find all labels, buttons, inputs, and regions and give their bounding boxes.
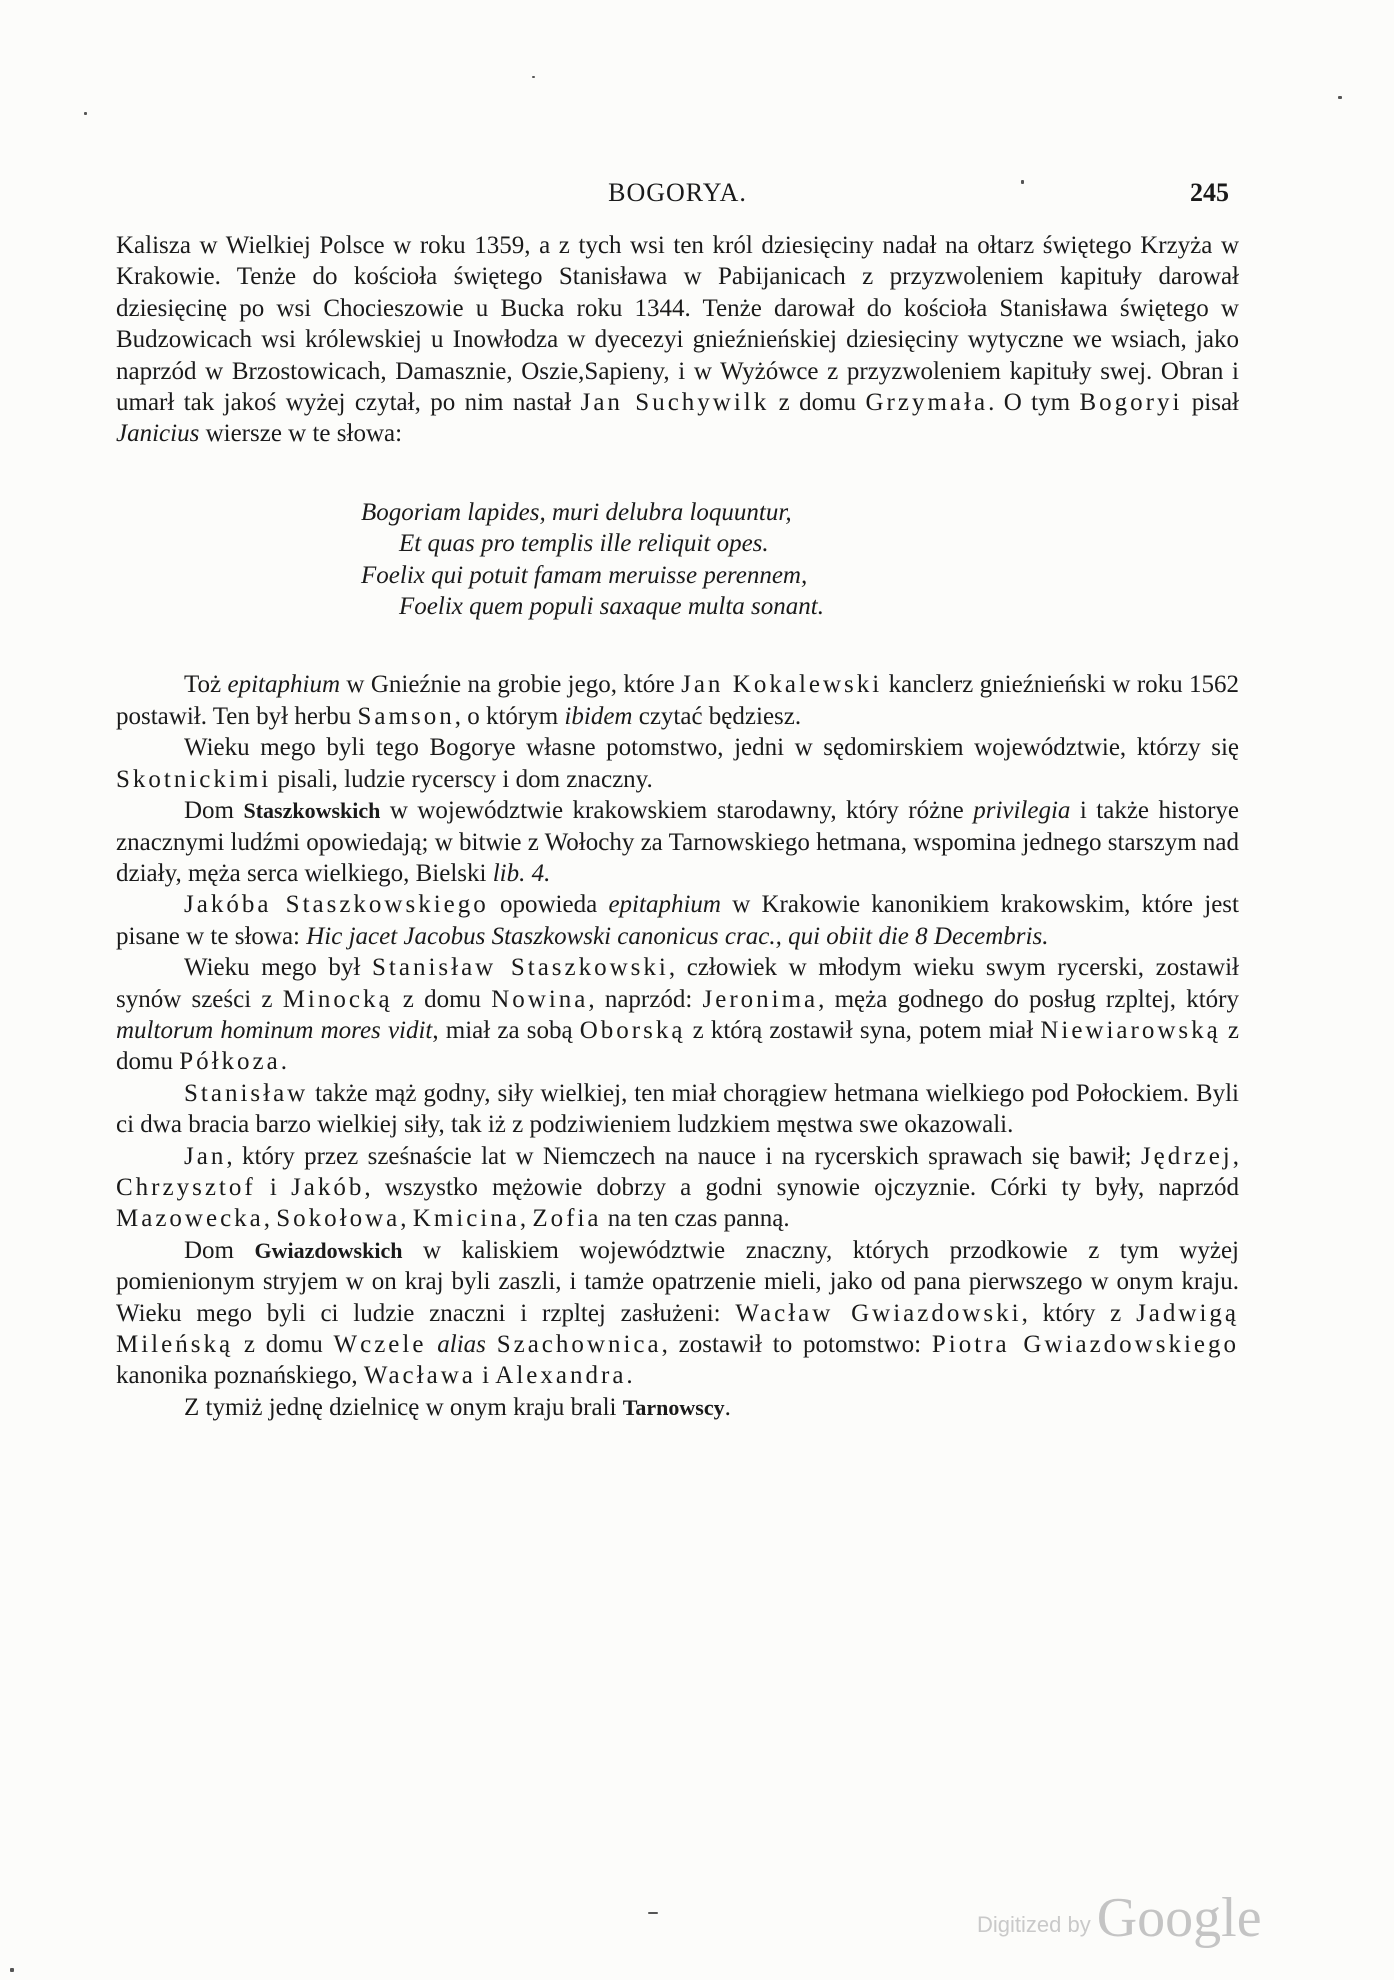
text-run: wiersze w te słowa:: [199, 420, 403, 448]
scan-speck: [84, 112, 87, 115]
text-run: także mąż godny, siły wielkiej, ten miał chorągiew hetmana wielkiego pod Połockiem. Byli ci dwa bracia barzo wielkiej siły, tak iż z podziwieniem ludzkiem męstwa swe okazowali.: [116, 1079, 1239, 1139]
text-run: i: [255, 1173, 292, 1201]
scan-speck: [1338, 96, 1342, 99]
text-run: Toż: [184, 671, 228, 699]
text-run: ,: [263, 1205, 277, 1233]
text-run: , wszystko mężowie dobrzy a godni synowie ojczyznie. Córki ty były, naprzód: [364, 1173, 1239, 1201]
person-name: Piotra Gwiazdowskiego: [931, 1331, 1240, 1358]
text-run: z domu: [769, 389, 866, 417]
family-name: Tarnowscy: [622, 1394, 725, 1420]
google-logo: Google: [1096, 1887, 1262, 1949]
person-name: Jakóba Staszkowskiego: [184, 891, 489, 919]
text-run: w Krakowie kanonikiem krakowskim, które jest pisane w te słowa:: [116, 891, 1239, 950]
person-name: Jadwigą Mileńską: [116, 1299, 1239, 1358]
scan-speck: [648, 1912, 658, 1914]
text-run: Dom: [184, 797, 244, 825]
poem-line: Bogoriam lapides, muri delubra loquuntur,: [361, 498, 792, 526]
family-name: Gwiazdowskich: [254, 1237, 403, 1263]
text-run: ,: [1232, 1142, 1239, 1170]
paragraph-tarnowscy: [116, 1392, 1239, 1423]
person-name: Zofia: [532, 1205, 602, 1233]
text-run: kanonika poznańskiego,: [116, 1362, 364, 1390]
text-run: z domu: [233, 1331, 334, 1358]
author-name: Janicius: [116, 420, 200, 448]
person-name: Kmicina: [412, 1205, 520, 1233]
person-name: Jan: [184, 1142, 227, 1170]
text-run: . O tym: [988, 389, 1080, 417]
person-name: Stanisław Staszkowski: [372, 954, 669, 982]
person-name: Jan Suchywilk: [580, 389, 770, 417]
text-run: , który przez sześnaście lat w Niemczech na nauce i na rycerskich sprawach się bawił;: [226, 1142, 1141, 1170]
text-run: ,: [400, 1205, 413, 1233]
coat-of-arms-name: Samson: [357, 702, 455, 730]
latin-term: alias: [437, 1331, 486, 1358]
latin-term: ibidem: [564, 702, 633, 730]
person-name: Stanisław: [184, 1079, 309, 1107]
poem-line: Foelix quem populi saxaque multa sonant.: [399, 593, 824, 621]
person-name: Wacław Gwiazdowski: [735, 1299, 1022, 1327]
text-run: , człowiek w młodym wieku swym rycerski, zostawił synów sześci z: [116, 954, 1239, 1013]
paragraph-intro: [116, 230, 1239, 450]
person-name: Jędrzej: [1140, 1142, 1233, 1170]
coat-of-arms-name: Grzymała: [865, 389, 989, 417]
citation: lib. 4.: [492, 859, 551, 887]
person-name: Oborską: [579, 1016, 686, 1044]
text-run: w kaliskiem województwie znaczny, których przodkowie z tym wyżej pomienionym stryjem w on kraj byli zaszli, i tamże opatrzenie mieli, jako od pana pierwszego w onym kraju. Wieku mego byli ci ludzie znaczni i rzpltej zasłużeni:: [116, 1236, 1240, 1327]
text-run: opowieda: [488, 891, 609, 919]
paragraph-gwiazdowski: [116, 1235, 1239, 1392]
person-name: Jan Kokalewski: [681, 671, 883, 699]
person-name: Mazowecka: [116, 1205, 264, 1233]
text-run: w Gnieźnie na grobie jego, które: [340, 671, 682, 699]
text-run: z domu: [116, 1016, 1239, 1076]
text-run: [426, 1331, 437, 1358]
text-run: kanclerz gnieźnieński w roku 1562 postawił. Ten był herbu: [116, 671, 1240, 730]
text-run: , miał za sobą: [432, 1016, 580, 1044]
text-run: , o którym: [454, 702, 565, 730]
paragraph-stanislaw: [116, 952, 1239, 1078]
paragraph-staszkowski-house: [116, 795, 1239, 889]
text-run: .: [626, 1362, 633, 1390]
text-run: , który z: [1021, 1299, 1137, 1327]
coat-of-arms-name: Wczele: [333, 1331, 427, 1358]
text-run: Dom: [184, 1236, 255, 1264]
latin-term: multorum hominum mores vidit: [116, 1016, 433, 1044]
text-run: , męża godnego do posług rzpltej, który: [818, 985, 1239, 1013]
person-name: Sokołowa: [276, 1205, 401, 1233]
paragraph-stanislaw-brother: [116, 1078, 1239, 1141]
text-run: Wieku mego byli tego Bogorye własne potomstwo, jedni w sędomirskiem województwie, którzy się: [184, 734, 1239, 762]
digitized-watermark: [977, 1886, 1262, 1949]
person-name: Jeronima: [702, 985, 819, 1013]
running-head: BOGORYA.: [608, 178, 747, 207]
paragraph-epitaph: [116, 669, 1239, 732]
scan-speck: [10, 1968, 14, 1972]
text-run: z którą zostawił syna, potem miał: [685, 1016, 1041, 1044]
person-name: Bogoryi: [1079, 389, 1183, 417]
person-name: Wacława: [363, 1362, 476, 1390]
watermark-prefix: Digitized by: [977, 1912, 1091, 1937]
text-run: i także historye znacznymi ludźmi opowiedają; w bitwie z Wołochy za Tarnowskiego hetmana, wspomina jednego starszym nad działy, męża serca wielkiego, Bielski: [116, 797, 1240, 887]
page-header: [116, 178, 1239, 218]
latin-term: epitaphium: [608, 891, 721, 919]
paragraph-skotnicki: [116, 732, 1239, 795]
text-run: pisał: [1182, 389, 1239, 417]
coat-of-arms-name: Szachownica: [496, 1331, 662, 1358]
latin-term: epitaphium: [227, 671, 341, 699]
latin-poem: [361, 497, 1239, 623]
text-run: i: [475, 1362, 496, 1390]
text-run: na ten czas panną.: [601, 1205, 790, 1233]
person-name: Alexandra: [495, 1362, 627, 1390]
text-run: z domu: [392, 985, 492, 1013]
latin-term: privilegia: [973, 797, 1071, 825]
text-run: .: [724, 1393, 731, 1421]
text-run: czytać będziesz.: [632, 702, 802, 730]
paragraph-jakob: [116, 889, 1239, 952]
poem-line: Et quas pro templis ille reliquit opes.: [399, 530, 769, 558]
person-name: Chrzysztof: [116, 1173, 256, 1201]
scan-speck: [532, 76, 535, 78]
coat-of-arms-name: Nowina: [491, 985, 589, 1013]
person-name: Niewiarowską: [1040, 1016, 1221, 1044]
family-name: Skotnickimi: [116, 765, 272, 793]
text-run: Z tymiż jednę dzielnicę w onym kraju brali: [184, 1393, 623, 1421]
poem-line: Foelix qui potuit famam meruisse perennem,: [361, 561, 808, 589]
text-run: w województwie krakowskiem starodawny, który różne: [380, 797, 974, 825]
text-run: Kalisza w Wielkiej Polsce w roku 1359, a z tych wsi ten król dziesięciny nadał na ołtarz świętego Krzyża w Krakowie. Tenże do kościoła świętego Stanisława w Pabijanicach z przyzwoleniem kapituły darował dziesięcinę po wsi Chocieszowie u Bucka roku 1344. Tenże darował do kościoła Stanisława świętego w Budzowicach wsi królewskiej u Inowłodza w dyecezyi gnieźnieńskiej dziesięciny wytyczne we wsiach, jako naprzód w Brzostowicach, Damasznie, Oszie,Sapieny, i w Wyżówce z przyzwoleniem kapituły swej. Obran i umarł tak jakoś wyżej czytał, po nim nastał: [116, 232, 1239, 417]
latin-inscription: Hic jacet Jacobus Staszkowski canonicus crac., qui obiit die 8 Decembris.: [306, 922, 1049, 950]
paragraph-sons: [116, 1141, 1239, 1235]
text-run: ,: [519, 1205, 533, 1233]
family-name: Staszkowskich: [243, 798, 381, 824]
text-run: Wieku mego był: [184, 954, 372, 982]
text-run: , zostawił to potomstwo:: [661, 1331, 932, 1358]
text-run: pisali, ludzie rycerscy i dom znaczny.: [271, 765, 653, 793]
coat-of-arms-name: Półkoza: [179, 1048, 281, 1076]
text-run: [486, 1331, 497, 1358]
text-run: , naprzód:: [588, 985, 703, 1013]
page-body: [116, 230, 1239, 1423]
page-number: 245: [1190, 178, 1229, 207]
person-name: Jakób: [291, 1173, 365, 1201]
person-name: Minocką: [282, 985, 393, 1013]
text-run: .: [280, 1048, 287, 1076]
